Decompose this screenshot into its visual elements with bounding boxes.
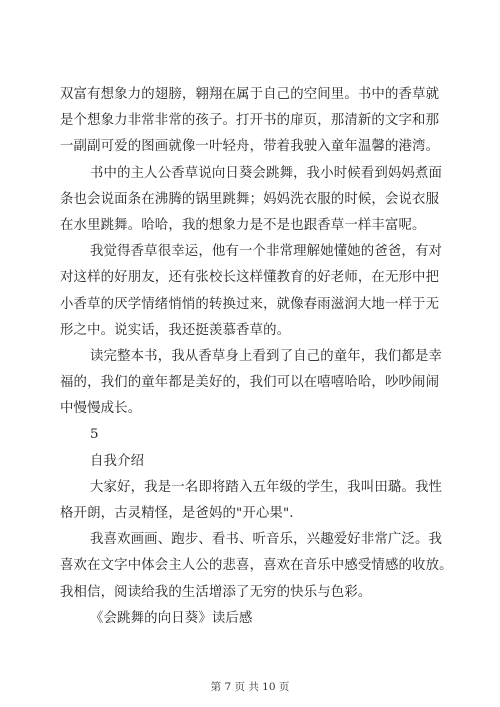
text-line: 一副副可爱的图画就像一叶轻舟，带着我驶入童年温馨的港湾。 bbox=[60, 139, 440, 155]
text-line: 读完整本书，我从香草身上看到了自己的童年，我们都是幸 bbox=[90, 348, 443, 364]
text-line: 形之中。说实话，我还挺羡慕香草的。 bbox=[60, 322, 291, 338]
paragraph-childhood bbox=[60, 344, 455, 423]
section-heading: 自我介绍 bbox=[90, 453, 145, 469]
text-line: 是个想象力非常非常的孩子。打开书的扉页，那清新的文字和那 bbox=[60, 113, 440, 129]
document-body bbox=[60, 82, 455, 632]
text-line: 条也会说面条在沸腾的锅里跳舞；妈妈洗衣服的时候，会说衣服 bbox=[60, 191, 440, 207]
text-line: 书中的主人公香草说向日葵会跳舞，我小时候看到妈妈煮面 bbox=[90, 165, 443, 181]
text-line: 双富有想象力的翅膀，翱翔在属于自己的空间里。书中的香草就 bbox=[60, 87, 440, 102]
text-line: 在水里跳舞。哈哈，我的想象力是不是也跟香草一样丰富呢。 bbox=[60, 217, 426, 233]
text-line: 对这样的好朋友，还有张校长这样懂教育的好老师，在无形中把 bbox=[60, 270, 440, 286]
text-line: 我觉得香草很幸运，他有一个非常理解她懂她的爸爸，有对 bbox=[90, 244, 443, 260]
section-number: 5 bbox=[90, 427, 99, 443]
essay-title: 《会跳舞的向日葵》读后感 bbox=[90, 610, 253, 626]
text-line: 格开朗，古灵精怪，是爸妈的"开心果". bbox=[60, 506, 294, 521]
paragraph-sunflower-dance bbox=[60, 161, 455, 240]
paragraph-hobbies bbox=[60, 527, 455, 606]
text-line: 中慢慢成长。 bbox=[60, 401, 142, 417]
paragraph-self-intro bbox=[60, 475, 455, 527]
paragraph-lucky-xiangcao bbox=[60, 239, 455, 344]
text-line: 喜欢在文字中体会主人公的悲喜，喜欢在音乐中感受情感的收放。 bbox=[60, 558, 453, 574]
text-line: 我相信，阅读给我的生活增添了无穷的快乐与色彩。 bbox=[60, 584, 372, 600]
text-line: 小香草的厌学情绪悄悄的转换过来，就像春雨滋润大地一样于无 bbox=[60, 296, 440, 312]
text-line: 我喜欢画画、跑步、看书、听音乐，兴趣爱好非常广泛。我 bbox=[90, 532, 443, 548]
text-line: 福的，我们的童年都是美好的，我们可以在嘻嘻哈哈，吵吵闹闹 bbox=[60, 375, 440, 391]
text-line: 大家好，我是一名即将踏入五年级的学生，我叫田璐。我性 bbox=[90, 479, 443, 495]
page-number-footer: 第 7 页 共 10 页 bbox=[210, 681, 290, 693]
paragraph-imagination bbox=[60, 82, 455, 161]
